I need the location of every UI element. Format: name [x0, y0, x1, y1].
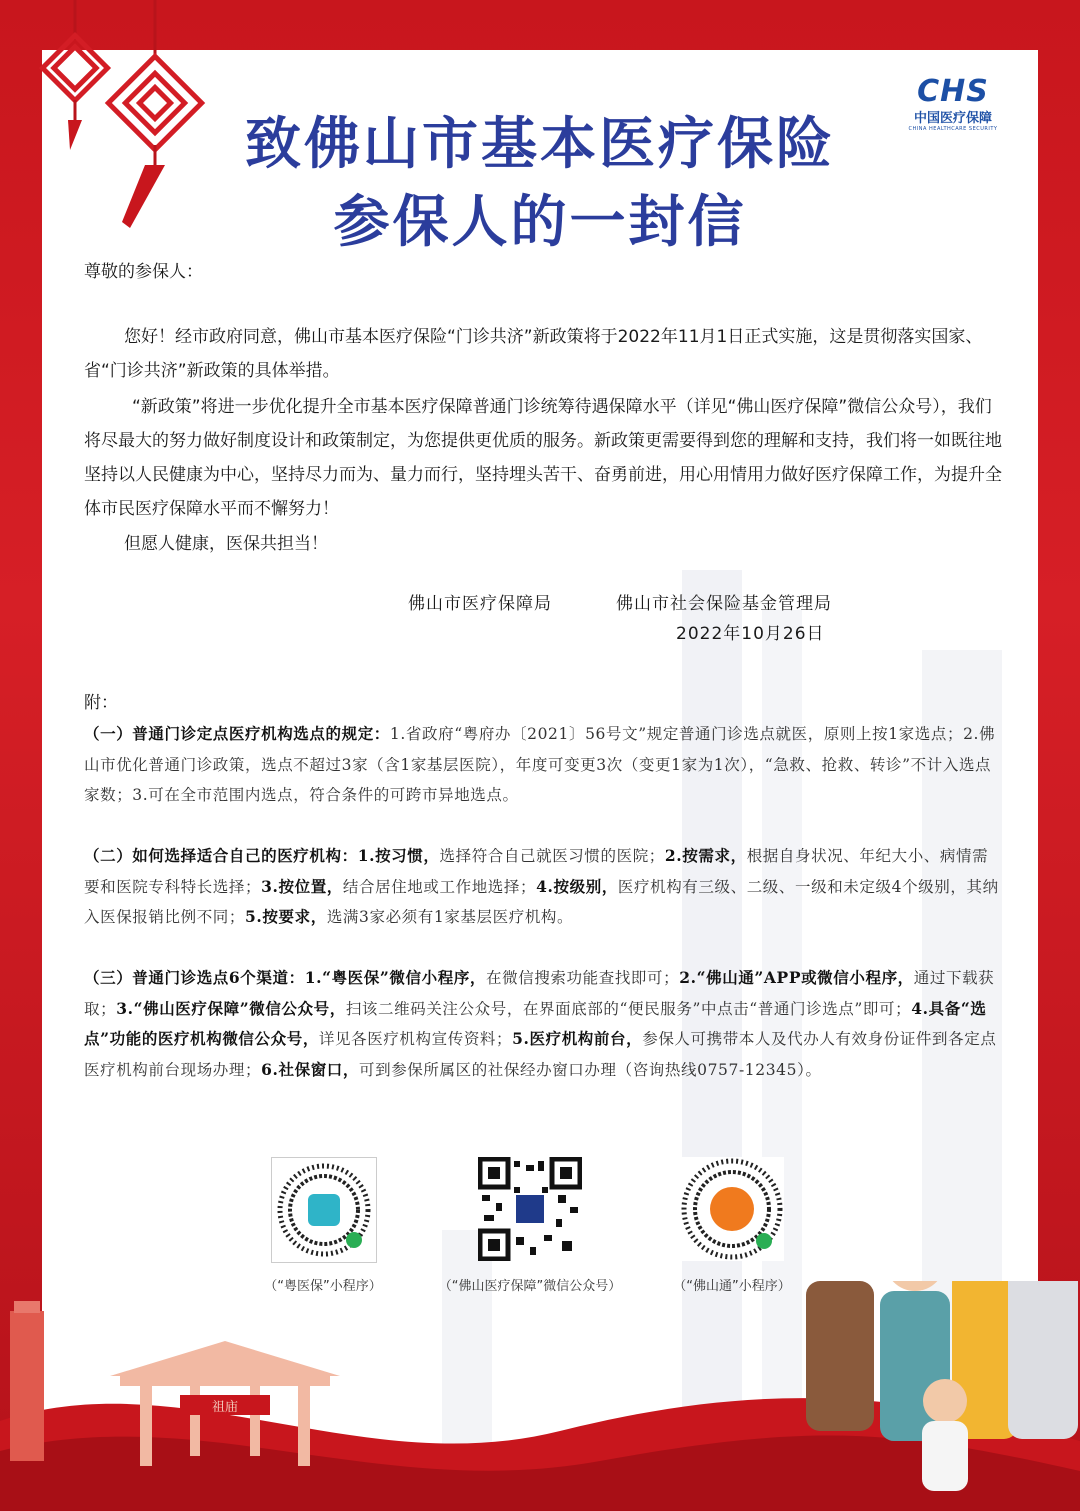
section-1-heading: （一）普通门诊定点医疗机构选点的规定： [84, 724, 390, 743]
section-2-text: 选满3家必须有1家基层医疗机构。 [326, 908, 574, 926]
section-1-text: 1.省政府“粤府办〔2021〕56号文”规定普通门诊选点就医，原则上按1家选点；2.佛山市优化普通门诊政策，选点不超过3家（含1家基层医院），年度可变更3次（变更1家为1次），“急救、抢救、转诊”不计入选点家数；3.可在全市范围内选点，符合条件的可跨市异地选点。 [84, 725, 996, 804]
attachment-section-3 [84, 963, 1004, 1085]
section-2-key: 2.按需求， [664, 846, 747, 865]
qr-code-icon [478, 1157, 582, 1261]
section-2-text: 结合居住地或工作地选择； [342, 877, 537, 896]
section-3-text: 详见各医疗机构宣传资料； [318, 1030, 513, 1048]
section-3-key: 2.“佛山通”APP或微信小程序， [679, 968, 914, 987]
section-3-text: 扫该二维码关注公众号，在界面底部的“便民服务”中点击“普通门诊选点”即可； [345, 999, 912, 1018]
section-2-text: 选择符合自己就医习惯的医院； [439, 847, 665, 865]
section-3-key: 6.社保窗口， [261, 1059, 359, 1079]
bottom-decoration [0, 1281, 1080, 1511]
section-3-key: 1.“粤医保”微信小程序， [304, 968, 487, 987]
signer-social-insurance-bureau: 佛山市社会保险基金管理局 [616, 594, 832, 614]
qr-center-logo [710, 1187, 754, 1231]
attachment-section-2 [84, 841, 1004, 933]
page-title-line1: 致佛山市基本医疗保险 [245, 112, 835, 177]
section-2-heading: （二）如何选择适合自己的医疗机构： [84, 846, 358, 865]
section-2-text: 医疗机构有三级、二级、一级和未定级4个级别，其纳入医保报销比例不同； [84, 877, 999, 926]
section-3-text: 在微信搜索功能查找即可； [486, 969, 680, 987]
section-2-key: 3.按位置， [261, 876, 343, 896]
section-3-text: 可到参保所属区的社保经办窗口办理（咨询热线0757-12345）。 [359, 1060, 822, 1079]
qr-caption-foshan-healthcare: （“佛山医疗保障”微信公众号） [438, 1279, 622, 1294]
section-2-key: 1.按习惯， [357, 846, 440, 865]
greeting: 尊敬的参保人： [84, 262, 203, 282]
section-3-heading: （三）普通门诊选点6个渠道： [84, 968, 305, 987]
chs-logo-mark: CHS [917, 74, 989, 109]
signature-date: 2022年10月26日 [676, 624, 825, 644]
chs-logo-en: CHINA HEALTHCARE SECURITY [908, 126, 998, 132]
qr-code-foshantong[interactable] [680, 1157, 784, 1261]
qr-center-logo [516, 1195, 544, 1223]
attachment-section-1 [84, 719, 1004, 811]
qr-center-logo [308, 1194, 340, 1226]
paragraph-2: “新政策”将进一步优化提升全市基本医疗保障普通门诊统筹待遇保障水平（详见“佛山医疗保障”微信公众号），我们将尽最大的努力做好制度设计和政策制定，为您提供更优质的服务。新政策更需要得到您的理解和支持，我们将一如既往地坚持以人民健康为中心，坚持尽力而为、量力而行，坚持埋头苦干、奋勇前进，用心用情用力做好医疗保障工作，为提升全体市民医疗保障水平而不懈努力！ [84, 397, 1002, 519]
section-2-key: 5.按要求， [245, 907, 327, 926]
signer-healthcare-bureau: 佛山市医疗保障局 [408, 594, 552, 614]
chs-logo [898, 74, 1008, 132]
qr-code-yueyibao[interactable] [271, 1157, 377, 1263]
section-3-text: 通过下载获取； [84, 969, 995, 1018]
gate-plaque-text: 祖庙 [211, 1400, 239, 1415]
section-3-key: 3.“佛山医疗保障”微信公众号， [116, 998, 346, 1018]
page-title-line2: 参保人的一封信 [333, 190, 747, 255]
qr-code-foshan-healthcare[interactable] [478, 1157, 582, 1261]
section-2-text: 根据自身状况、年纪大小、病情需要和医院专科特长选择； [84, 847, 989, 896]
section-2-key: 4.按级别， [536, 876, 618, 896]
attachment-label: 附： [84, 693, 118, 713]
qr-caption-yueyibao: （“粤医保”小程序） [264, 1279, 382, 1294]
qr-caption-foshantong: （“佛山通”小程序） [673, 1279, 791, 1294]
section-3-text: 参保人可携带本人及代办人有效身份证件到各定点医疗机构前台现场办理； [84, 1030, 997, 1079]
chs-logo-cn: 中国医疗保障 [913, 111, 992, 126]
qr-code-icon [276, 1162, 372, 1258]
qr-code-icon [680, 1157, 784, 1261]
paragraph-3: 但愿人健康，医保共担当！ [124, 534, 328, 554]
paragraph-1: 您好！经市政府同意，佛山市基本医疗保险“门诊共济”新政策将于2022年11月1日正式实施，这是贯彻落实国家、省“门诊共济”新政策的具体举措。 [84, 327, 983, 381]
section-3-key: 4.具备“选点”功能的医疗机构微信公众号， [84, 998, 987, 1048]
section-3-key: 5.医疗机构前台， [512, 1029, 643, 1048]
